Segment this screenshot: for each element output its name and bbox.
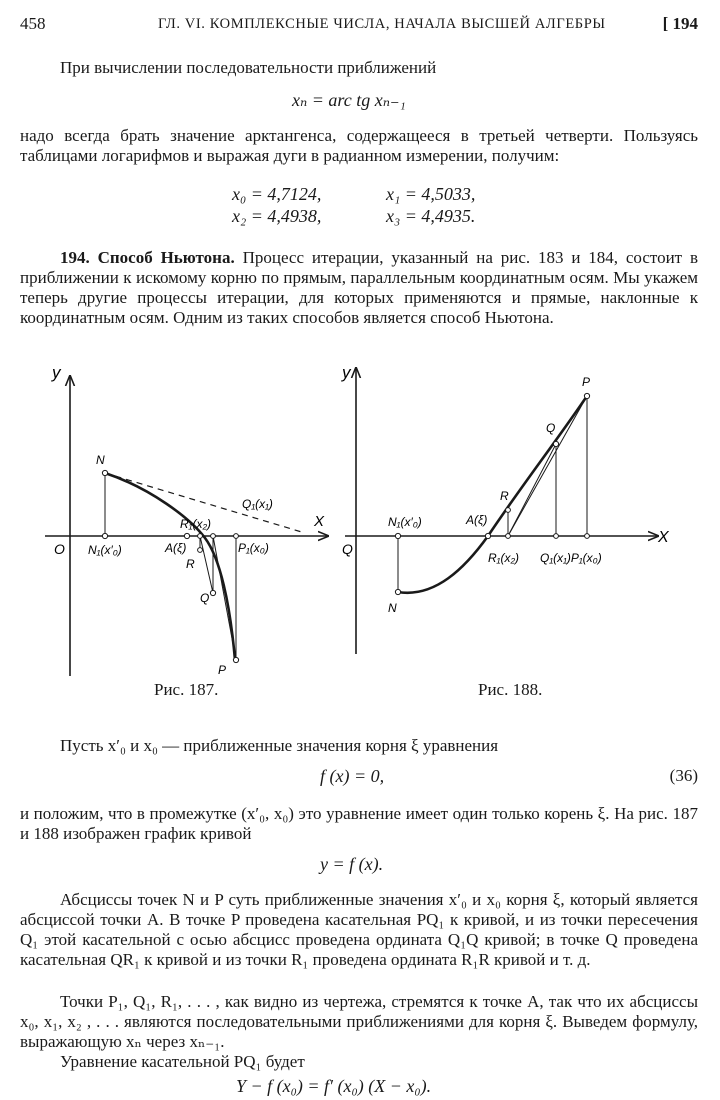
label-p: P <box>218 663 227 677</box>
value-x0: x₀ = 4,7124, <box>232 184 322 204</box>
label-o: O <box>54 541 65 557</box>
label-r: R <box>500 489 509 503</box>
paragraph-approx-values: Пусть x′₀ и x₀ — приближенные значения корня ξ уравнения <box>60 736 499 755</box>
value-x2: x₂ = 4,4938, <box>232 206 322 226</box>
label-y: y <box>342 363 351 382</box>
point-q1 <box>211 534 216 539</box>
curve <box>105 473 235 660</box>
point-n <box>395 589 400 594</box>
point-n1 <box>395 533 400 538</box>
point-r1 <box>198 534 203 539</box>
label-n: N <box>388 601 397 615</box>
label-r: R <box>186 557 195 571</box>
caption-187: Рис. 187. <box>154 680 219 699</box>
formula-arctg: xₙ = arc tg xₙ₋₁ <box>292 90 406 110</box>
tangent-pq1 <box>213 536 236 660</box>
tangent-qr1 <box>508 444 556 536</box>
figure-187 <box>40 358 340 678</box>
label-r1: R₁(x₂) <box>180 517 212 531</box>
paragraph-convergence: Точки P₁, Q₁, R₁, . . . , как видно из чертежа, стремятся к точке A, так что их абсциссы x₀, x₁, x₂ , . . . являются последовательными приближениями для корня ξ. Выведем формулу, выражающую xₙ через xₙ₋₁. <box>20 992 698 1051</box>
label-q: Q <box>546 421 556 435</box>
point-q1 <box>554 534 559 539</box>
tangent-qr1 <box>200 536 213 593</box>
label-p: P <box>582 375 591 389</box>
label-a: A(ξ) <box>165 541 187 555</box>
section-number: [ 194 <box>662 14 698 33</box>
figure-188 <box>340 358 680 658</box>
running-title: ГЛ. VI. КОМПЛЕКСНЫЕ ЧИСЛА, НАЧАЛА ВЫСШЕЙ АЛГЕБРЫ <box>158 16 606 32</box>
label-a: A(ξ) <box>466 513 488 527</box>
point-n <box>102 470 107 475</box>
page-header <box>20 14 700 40</box>
formula-y-fx: y = f (x). <box>320 854 384 874</box>
label-n: N <box>96 453 105 467</box>
caption-188: Рис. 188. <box>478 680 543 699</box>
label-x: X <box>314 513 325 530</box>
section-heading: 194. Способ Ньютона. <box>60 248 235 267</box>
label-y: y <box>52 363 61 382</box>
label-r1: R₁(x₂) <box>488 551 520 565</box>
paragraph-newton-method <box>20 248 698 328</box>
equation-number-36: (36) <box>669 766 698 785</box>
point-p1 <box>585 534 590 539</box>
paragraph-interval: и положим, что в промежутке (x′₀, x₀) это уравнение имеет один только корень ξ. На рис. 187 и 188 изображен график кривой <box>20 804 698 843</box>
page-number: 458 <box>20 14 46 33</box>
value-x3: x₃ = 4,4935. <box>386 206 476 226</box>
section-text: Процесс итерации, указанный на рис. 183 и 184, состоит в приближении к искомому корню по прямым, параллельным координатным осям. Мы укажем теперь другие процессы итерации, для которых применяются и прямые, наклонные к координатным осям. Одним из таких способов является способ Ньютона. <box>20 248 698 327</box>
label-x: X <box>658 529 669 546</box>
formula-fx-zero: f (x) = 0, <box>320 766 385 786</box>
point-p <box>233 657 238 662</box>
point-p <box>584 393 589 398</box>
paragraph-intro: При вычислении последовательности приближений <box>60 58 437 77</box>
label-q1: Q₁(x₁) <box>242 497 273 511</box>
point-r <box>198 548 203 553</box>
point-n1 <box>102 533 107 538</box>
label-q1-p1: Q₁(x₁)P₁(x₀) <box>540 551 602 565</box>
point-a <box>184 533 189 538</box>
label-q: Q <box>200 591 210 605</box>
paragraph-arctg-quarter: надо всегда брать значение арктангенса, содержащееся в третьей четверти. Пользуясь таблицами логарифмов и выражая дуги в радианном измерении, получим: <box>20 126 698 165</box>
value-x1: x₁ = 4,5033, <box>386 184 476 204</box>
paragraph-tangent-equation: Уравнение касательной PQ₁ будет <box>60 1052 305 1071</box>
label-o: Q <box>342 541 353 557</box>
point-r <box>506 508 511 513</box>
point-a <box>485 533 490 538</box>
label-n1: N₁(x′₀) <box>88 543 122 557</box>
point-q <box>210 590 215 595</box>
point-q <box>553 441 558 446</box>
point-p1 <box>234 534 239 539</box>
label-p1: P₁(x₀) <box>238 541 269 555</box>
formula-tangent: Y − f (x₀) = f′ (x₀) (X − x₀). <box>236 1076 432 1096</box>
point-r1 <box>506 534 511 539</box>
label-n1: N₁(x′₀) <box>388 515 422 529</box>
tangent-pq1 <box>508 396 587 536</box>
paragraph-abscissas: Абсциссы точек N и P суть приближенные значения x′₀ и x₀ корня ξ, который является абсциссой точки A. В точке P проведена касательная PQ₁ к кривой, и из точки пересечения Q₁ этой касательной с осью абсцисс проведена ордината Q₁Q кривой; в точке Q проведена касательная QR₁ к кривой и из точки R₁ проведена ордината R₁R кривой и т. д. <box>20 890 698 969</box>
